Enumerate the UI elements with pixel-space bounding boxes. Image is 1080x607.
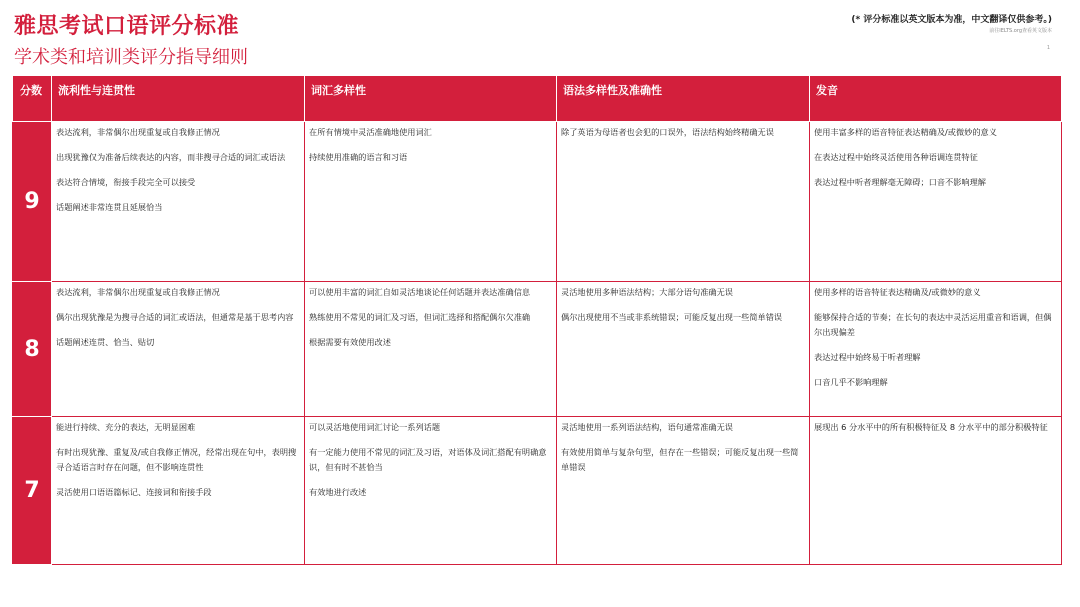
descriptor: 灵活地使用多种语法结构；大部分语句准确无误 — [561, 287, 733, 297]
fluency-cell — [52, 417, 305, 565]
band-score: 7 — [13, 417, 52, 565]
descriptor: 出现犹豫仅为准备后续表达的内容，而非搜寻合适的词汇或语法 — [56, 152, 286, 162]
table-row — [13, 122, 1062, 282]
descriptor: 除了英语为母语者也会犯的口误外，语法结构始终精确无误 — [561, 127, 774, 137]
header-fluency: 流利性与连贯性 — [52, 76, 305, 122]
fluency-cell — [52, 282, 305, 417]
grammar-cell — [557, 122, 810, 282]
descriptor: 话题阐述非常连贯且延展恰当 — [56, 202, 163, 212]
header-lexical: 词汇多样性 — [305, 76, 557, 122]
table-row — [13, 282, 1062, 417]
descriptor: 偶尔出现使用不当或非系统错误；可能反复出现一些简单错误 — [561, 312, 783, 322]
lexical-cell — [305, 282, 557, 417]
translation-note: (* 评分标准以英文版本为准，中文翻译仅供参考。) — [851, 15, 1052, 25]
page-subtitle: 学术类和培训类评分指导细则 — [14, 47, 248, 68]
grammar-cell — [557, 282, 810, 417]
lexical-cell — [305, 122, 557, 282]
descriptor: 灵活使用口语语篇标记、连接词和衔接手段 — [56, 487, 212, 497]
band-descriptors-table — [12, 76, 1062, 565]
descriptor: 使用多样的语音特征表达精确及/或微妙的意义 — [814, 287, 981, 297]
band-score: 8 — [13, 282, 52, 417]
band-score: 9 — [13, 122, 52, 282]
descriptor: 表达过程中始终易于听者理解 — [814, 352, 921, 362]
descriptor: 持续使用准确的语言和习语 — [309, 152, 408, 162]
descriptor: 有时出现犹豫、重复及/或自我修正情况，经常出现在句中，表明搜寻合适语言时存在问题，但不影响连贯性 — [56, 447, 297, 472]
descriptor: 灵活地使用一系列语法结构，语句通常准确无误 — [561, 422, 733, 432]
descriptor: 有效使用简单与复杂句型，但存在一些错误；可能反复出现一些简单错误 — [561, 447, 799, 472]
english-version-link[interactable]: 前往IELTS.org查看英文版本 — [989, 28, 1052, 34]
descriptor: 根据需要有效使用改述 — [309, 337, 391, 347]
descriptor: 能进行持续、充分的表达，无明显困难 — [56, 422, 196, 432]
descriptor: 话题阐述连贯、恰当、贴切 — [56, 337, 155, 347]
descriptor: 能够保持合适的节奏；在长句的表达中灵活运用重音和语调，但偶尔出现偏差 — [814, 312, 1052, 337]
pronunciation-cell — [810, 282, 1062, 417]
descriptor: 可以使用丰富的词汇自如灵活地谈论任何话题并表达准确信息 — [309, 287, 531, 297]
descriptor: 使用丰富多样的语音特征表达精确及/或微妙的意义 — [814, 127, 997, 137]
grammar-cell — [557, 417, 810, 565]
descriptor: 熟练使用不常见的词汇及习语，但词汇选择和搭配偶尔欠准确 — [309, 312, 531, 322]
pronunciation-cell — [810, 417, 1062, 565]
header-score: 分数 — [13, 76, 52, 122]
page-number: 1 — [1046, 45, 1050, 51]
lexical-cell — [305, 417, 557, 565]
header-pronunciation: 发音 — [810, 76, 1062, 122]
table-row — [13, 417, 1062, 565]
pronunciation-cell — [810, 122, 1062, 282]
descriptor: 表达过程中听者理解毫无障碍；口音不影响理解 — [814, 177, 986, 187]
fluency-cell — [52, 122, 305, 282]
descriptor: 表达流利，非常偶尔出现重复或自我修正情况 — [56, 287, 220, 297]
descriptor: 偶尔出现犹豫是为搜寻合适的词汇或语法，但通常是基于思考内容 — [56, 312, 294, 322]
header-grammar: 语法多样性及准确性 — [557, 76, 810, 122]
descriptor: 口音几乎不影响理解 — [814, 377, 888, 387]
descriptor: 在所有情境中灵活准确地使用词汇 — [309, 127, 432, 137]
descriptor: 有效地进行改述 — [309, 487, 367, 497]
descriptor: 表达流利，非常偶尔出现重复或自我修正情况 — [56, 127, 220, 137]
descriptor: 表达符合情境，衔接手段完全可以接受 — [56, 177, 196, 187]
page-title: 雅思考试口语评分标准 — [14, 14, 240, 39]
descriptor: 有一定能力使用不常见的词汇及习语，对语体及词汇搭配有明确意识，但有时不甚恰当 — [309, 447, 547, 472]
descriptor: 可以灵活地使用词汇讨论一系列话题 — [309, 422, 441, 432]
descriptor: 在表达过程中始终灵活使用各种语调连贯特征 — [814, 152, 978, 162]
descriptor: 展现出 6 分水平中的所有积极特征及 8 分水平中的部分积极特征 — [814, 422, 1048, 432]
